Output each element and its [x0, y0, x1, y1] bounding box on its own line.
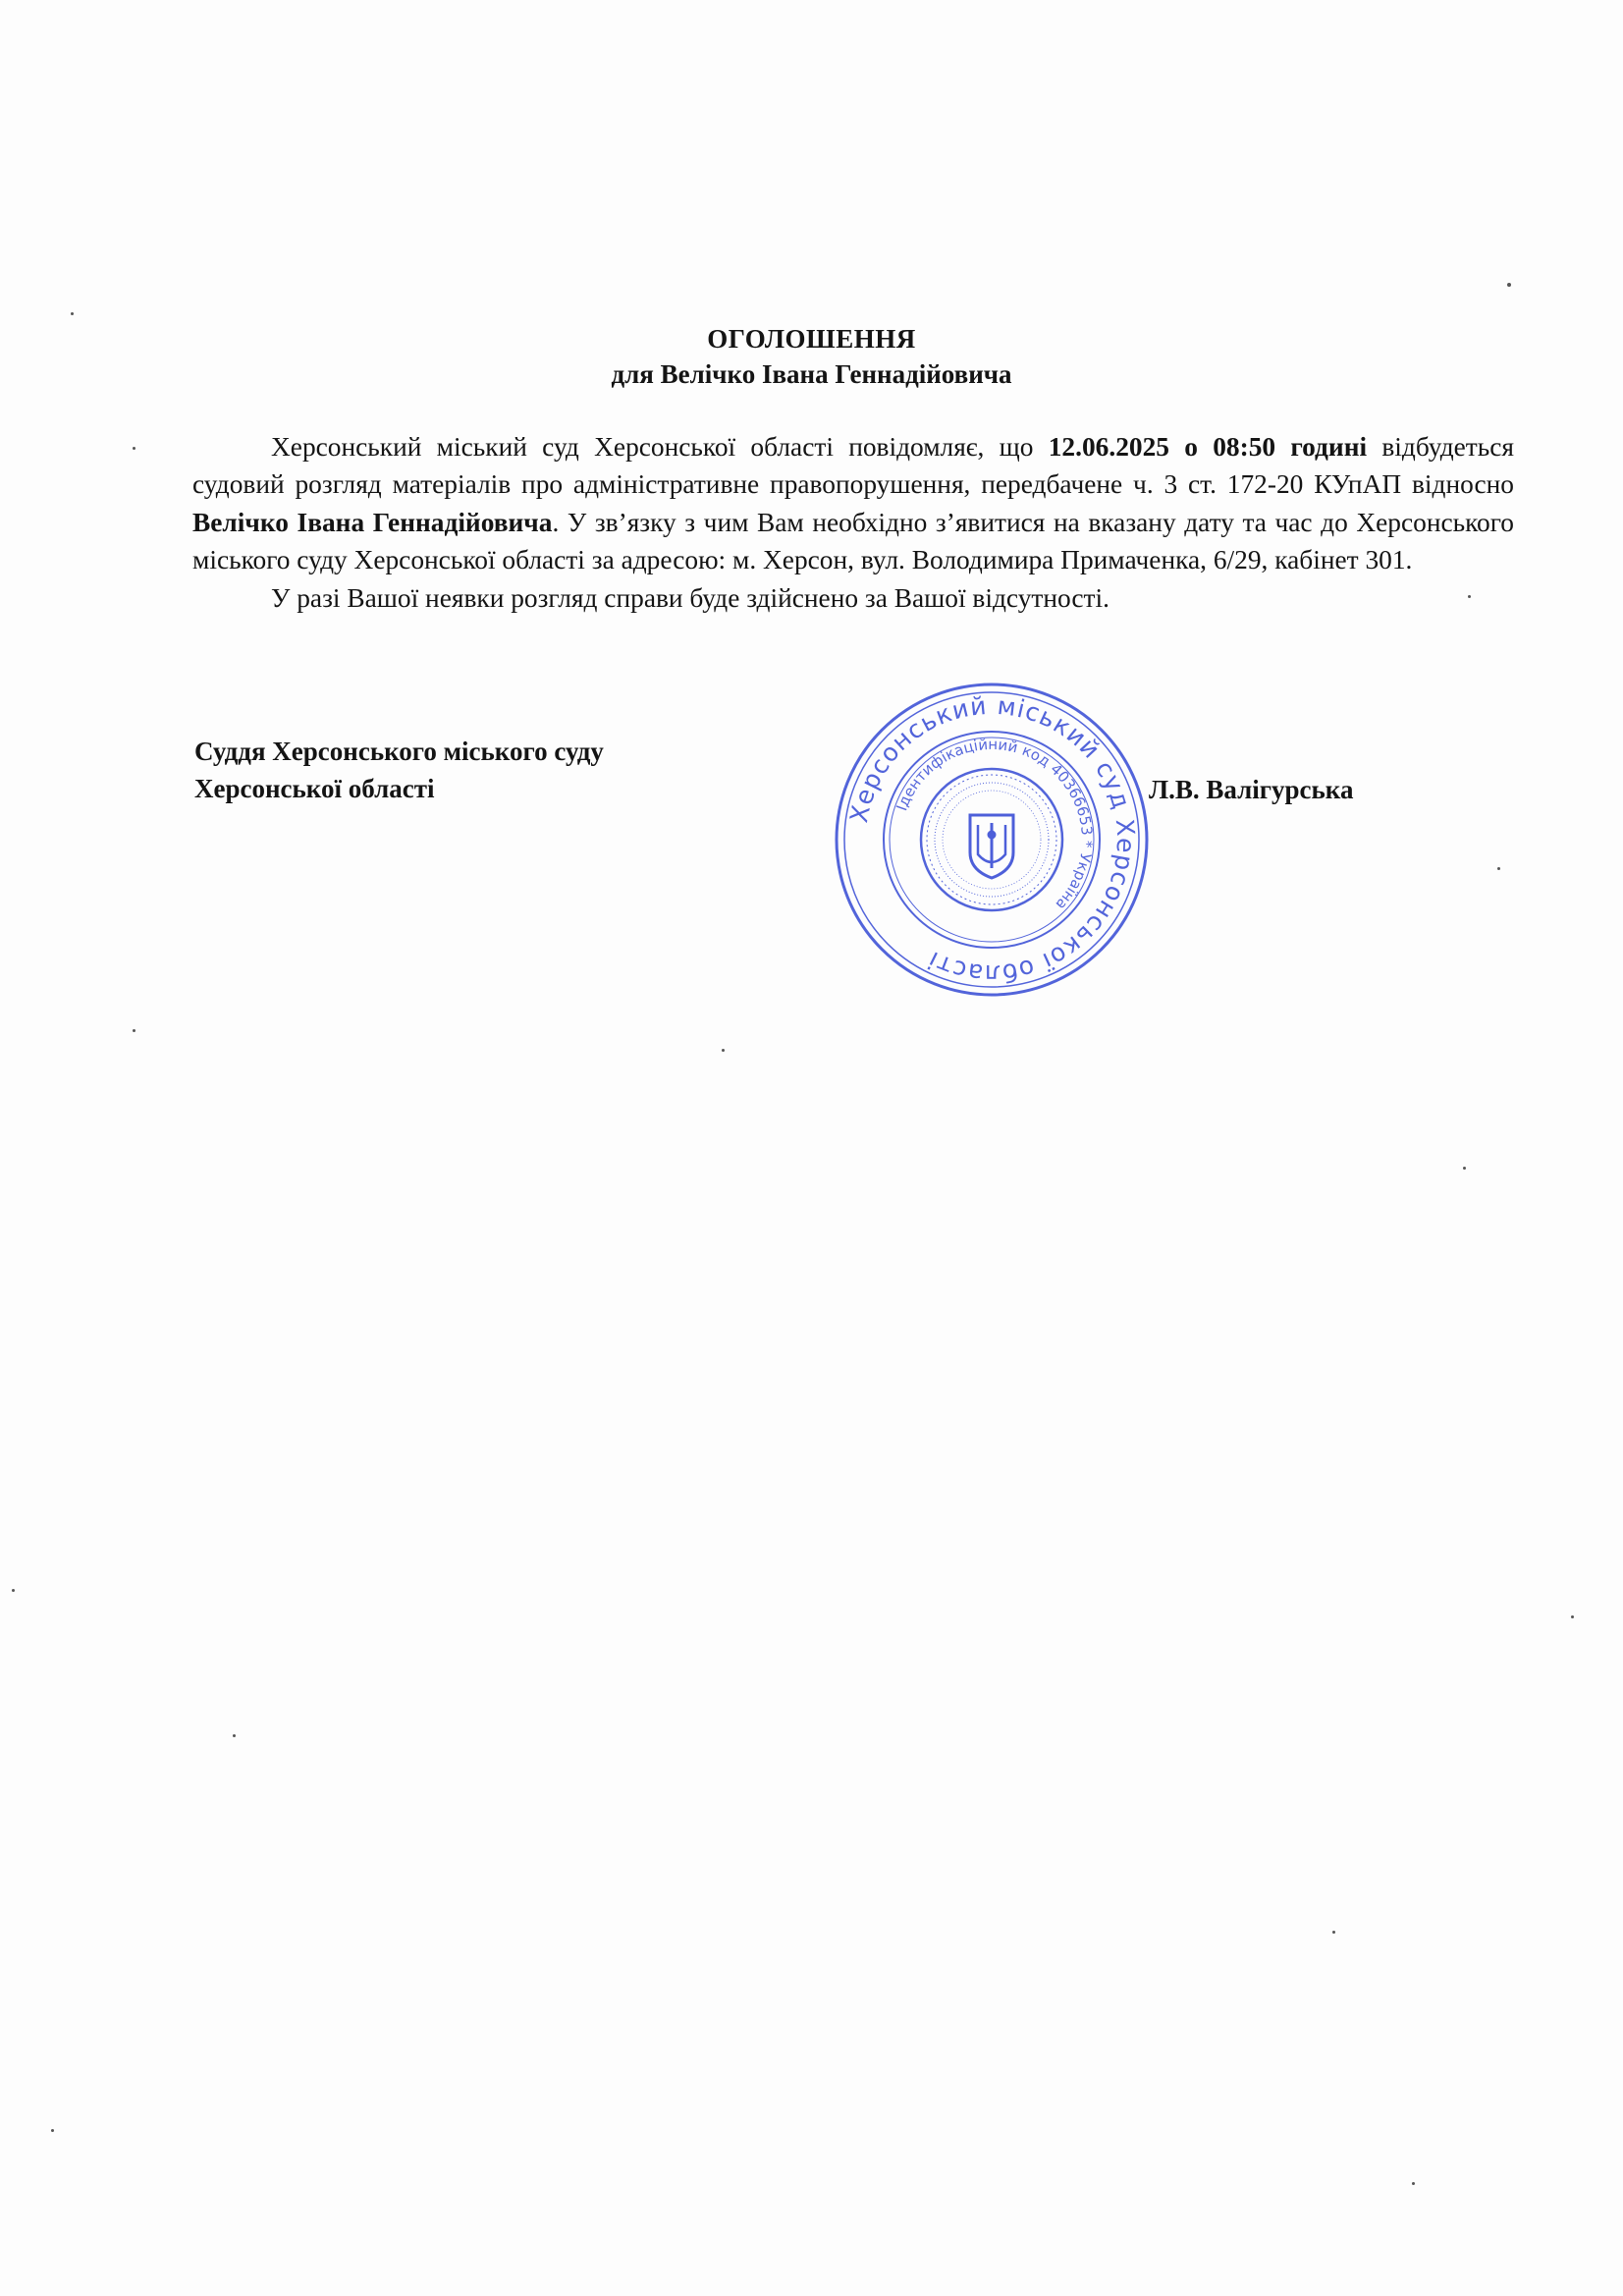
trident-emblem-icon [970, 815, 1013, 878]
court-seal-stamp [830, 678, 1154, 1002]
stamp-inner-text: Ідентифікаційний код 40366653 * Україна [893, 735, 1097, 914]
judge-position-line1: Суддя Херсонського міського суду [194, 737, 604, 766]
scan-speck [71, 312, 74, 315]
notice-title: ОГОЛОШЕННЯ [707, 324, 916, 354]
notice-addressee: для Велічко Івана Геннадійовича [611, 359, 1012, 389]
scan-speck [233, 1734, 236, 1737]
scan-speck [1412, 2182, 1415, 2185]
judge-position-line2: Херсонської області [194, 774, 435, 803]
scan-speck [12, 1589, 15, 1592]
scan-speck [1571, 1615, 1574, 1618]
paragraph-hearing-address: . У зв’язку з чим Вам необхідно з’явитися на вказану дату та час до Херсонського міського суду Херсонської області за адресою: м. Херсон, вул. Володимира Примаченка, 6/29, кабінет 301. [192, 507, 1514, 575]
scan-speck [1332, 1931, 1335, 1934]
scan-speck [1468, 595, 1471, 598]
scan-speck [1497, 867, 1500, 870]
paragraph-absence: У разі Вашої неявки розгляд справи буде здійснено за Вашої відсутності. [271, 582, 1109, 613]
notice-body [192, 428, 1514, 617]
scan-speck [133, 1029, 135, 1032]
judge-name: Л.В. Валігурська [1149, 775, 1354, 804]
scan-speck [51, 2129, 54, 2132]
scan-speck [1463, 1167, 1466, 1170]
stamp-outer-text: Херсонський міський суд Херсонської області [844, 690, 1141, 989]
judge-position [194, 733, 604, 807]
scan-speck [133, 447, 135, 450]
scan-speck [722, 1049, 725, 1052]
defendant-name: Велічко Івана Геннадійовича [192, 507, 553, 537]
hearing-datetime: 12.06.2025 о 08:50 годині [1048, 432, 1368, 462]
paragraph-hearing-middle: відбудеться судовий розгляд матеріалів про адміністративне правопорушення, передбачене ч. 3 ст. 172-20 КУпАП відносно [192, 432, 1515, 500]
paragraph-hearing [192, 428, 1514, 579]
paragraph-hearing-intro: Херсонський міський суд Херсонської області повідомляє, що [271, 432, 1049, 462]
scan-speck [1507, 283, 1511, 287]
